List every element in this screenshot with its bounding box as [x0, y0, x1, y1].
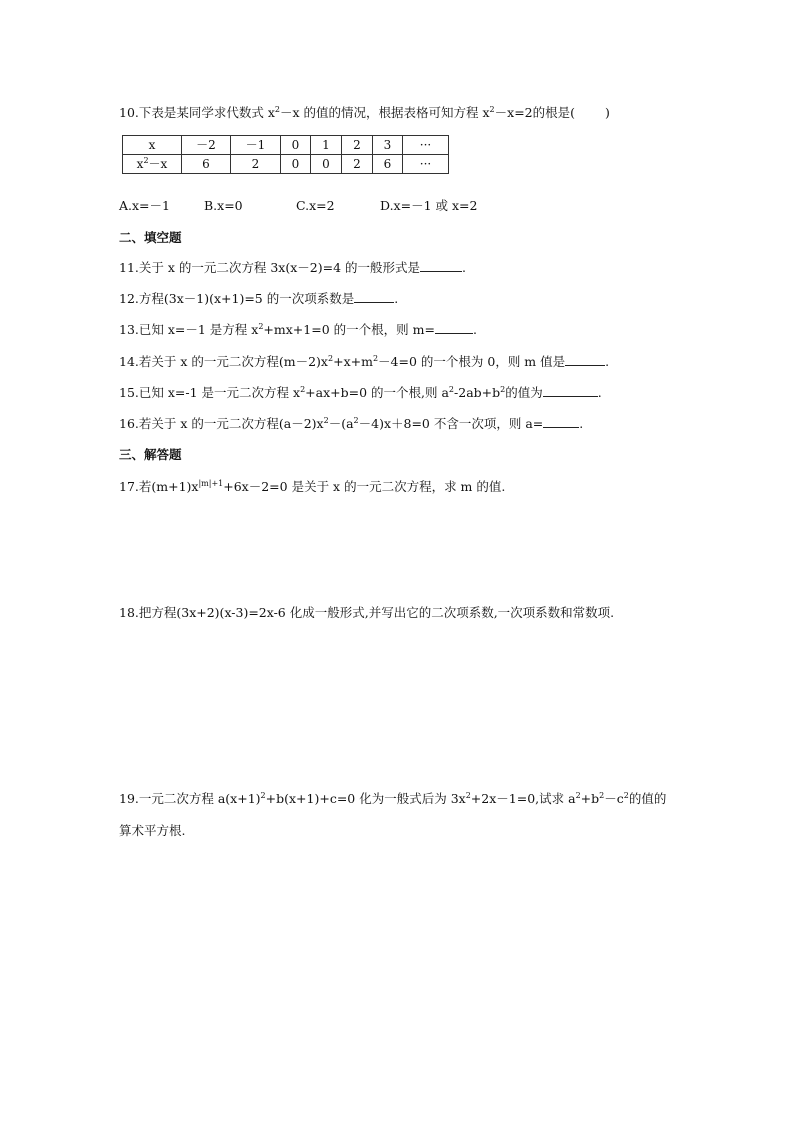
answer-blank[interactable] — [543, 384, 598, 397]
option-a[interactable]: A.x=－1 — [119, 198, 170, 213]
table-cell: －1 — [231, 136, 281, 155]
section-fill-in: 二、填空题 — [119, 230, 182, 245]
table-header-expr: $x^2-x$ — [123, 155, 182, 174]
table-cell: 6 — [182, 155, 231, 174]
value-table — [122, 135, 449, 174]
table-row — [123, 155, 449, 174]
table-cell: 0 — [281, 136, 311, 155]
table-row — [123, 136, 449, 155]
table-cell: 1 — [311, 136, 342, 155]
table-cell: 6 — [373, 155, 403, 174]
q17: 17.若$(m+1)x^{|m|+1}+6x-2=0$ 是关于 x 的一元二次方程，求 m 的值. — [119, 479, 506, 494]
option-d[interactable]: D.x=－1 或 x=2 — [380, 198, 478, 213]
answer-blank[interactable] — [354, 290, 394, 303]
answer-blank[interactable] — [420, 259, 462, 272]
table-cell: 3 — [373, 136, 403, 155]
section-solutions: 三、解答题 — [119, 447, 182, 462]
table-cell: 0 — [311, 155, 342, 174]
q13: 13.已知 x=－1 是方程 $x^2+mx+1=0$ 的一个根，则 m= . — [119, 322, 477, 337]
table-cell: ··· — [403, 155, 449, 174]
table-header-x: x — [123, 136, 182, 155]
answer-blank[interactable] — [543, 415, 579, 428]
q15: 15.已知 x=-1 是一元二次方程 $x^2+ax+b=0$ 的一个根,则 $a^2-2ab+b^2$的值为 . — [119, 385, 602, 400]
q10-stem: 10.下表是某同学求代数式 $x^2-x$ 的值的情况，根据表格可知方程 $x^2-x=2$的根是( ) — [119, 105, 610, 120]
answer-blank[interactable] — [435, 321, 473, 334]
q16: 16.若关于 x 的一元二次方程$(a-2)x^2-(a^2-4)x+8=0$ 不含一次项，则 a= . — [119, 416, 584, 431]
table-cell: －2 — [182, 136, 231, 155]
option-c[interactable]: C.x=2 — [296, 198, 335, 213]
table-cell: 2 — [342, 155, 373, 174]
table-cell: 2 — [342, 136, 373, 155]
table-cell: 2 — [231, 155, 281, 174]
table-cell: 0 — [281, 155, 311, 174]
q10-options — [119, 197, 477, 215]
option-b[interactable]: B.x=0 — [204, 198, 243, 213]
q18: 18.把方程(3x+2)(x-3)=2x-6 化成一般形式,并写出它的二次项系数,一次项系数和常数项. — [119, 605, 615, 620]
q14: 14.若关于 x 的一元二次方程$(m-2)x^2+x+m^2-4=0$ 的一个根为 0，则 m 值是 . — [119, 354, 610, 369]
q19: 19.一元二次方程 $a(x+1)^2+b(x+1)+c=0$ 化为一般式后为 $3x^2+2x-1=0$,试求 $a^2+b^2-c^2$的值的 — [119, 791, 667, 806]
answer-blank[interactable] — [565, 353, 605, 366]
table-cell: ··· — [403, 136, 449, 155]
q12: 12.方程(3x－1)(x+1)=5 的一次项系数是 . — [119, 291, 399, 306]
q11: 11.关于 x 的一元二次方程 3x(x－2)=4 的一般形式是 . — [119, 260, 466, 275]
q19-line2: 算术平方根. — [119, 823, 186, 838]
